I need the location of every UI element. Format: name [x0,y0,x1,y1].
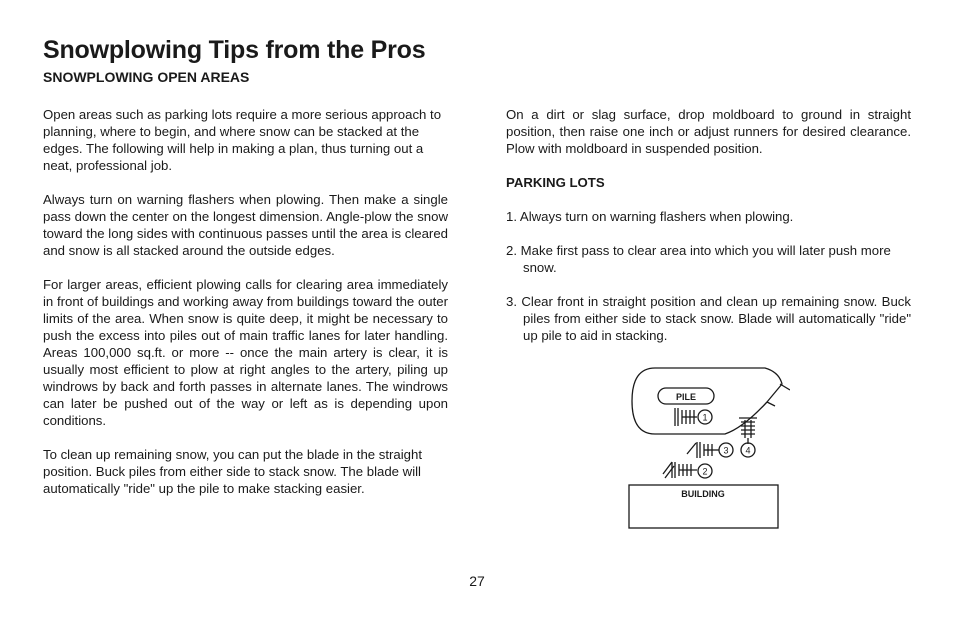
paragraph-warning-flashers: Always turn on warning flashers when plowing. Then make a single pass down the center on the longest dimension. Angle-plow the snow toward the long sides with continuous passes until the area is cleared and snow is all stacked around the outside edges. [43,192,448,258]
step-1: 1. Always turn on warning flashers when plowing. [506,209,794,224]
paragraph-larger-areas: For larger areas, efficient plowing calls for clearing area immediately in front of buildings and working away from buildings toward the outer limits of the area. When snow is quite deep, it might be necessary to push the excess into piles out of main traffic lanes for later handling. Areas 100,000 sq.ft. or more -- once the main artery is clear, it is usually most efficient to plow at right angles to the artery, piling up windrows by back and forth passes in alternate lanes. The windrows can later be pushed out of the way or left as is depending upon conditions. [43,277,448,428]
marker-4: 4 [745,445,751,456]
left-column [43,106,448,514]
right-column [506,106,911,361]
paragraph-dirt-surface: On a dirt or slag surface, drop moldboard to ground in straight position, then raise one inch or adjust runners for desired clearance. Plow with moldboard in suspended position. [506,107,911,156]
marker-3: 3 [723,445,729,456]
page-number: 27 [469,573,485,589]
parking-lot-diagram [625,362,790,532]
marker-2: 2 [702,466,708,477]
paragraph-open-areas: Open areas such as parking lots require a more serious approach to planning, where to begin, and where snow can be stacked at the edges. The following will help in making a plan, thus turning out a neat, professional job. [43,107,442,173]
page-title: Snowplowing Tips from the Pros [43,36,426,64]
step-3: 3. Clear front in straight position and clean up remaining snow. Buck piles from either side to stack snow. Blade will automatically "ride" up pile to aid in stacking. [506,294,911,343]
paragraph-clean-up: To clean up remaining snow, you can put the blade in the straight position. Buck piles from either side to stack snow. The blade will automatically "ride" up the pile to make stacking easier. [43,447,423,496]
section-heading-open-areas: SNOWPLOWING OPEN AREAS [43,69,250,85]
step-2: 2. Make first pass to clear area into which you will later push more snow. [506,243,891,275]
pile-label: PILE [675,392,697,402]
marker-1: 1 [702,412,708,423]
building-label: BUILDING [681,489,725,499]
section-heading-parking-lots: PARKING LOTS [506,175,605,190]
